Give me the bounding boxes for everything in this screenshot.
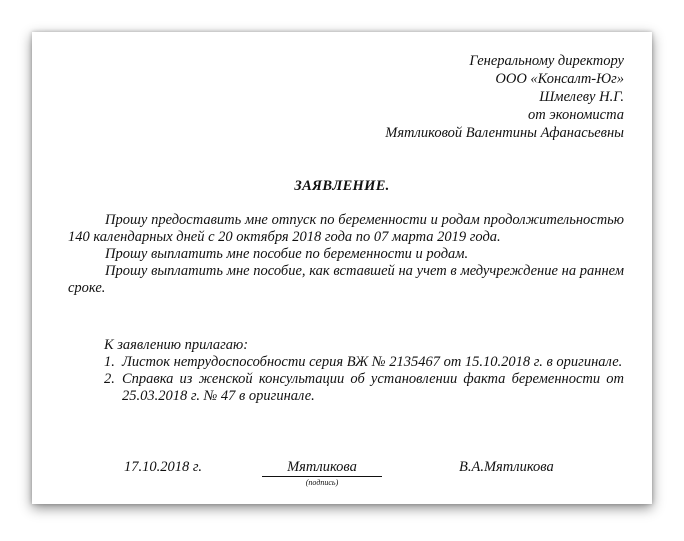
sender-position: от экономиста — [528, 107, 624, 123]
signature-row — [32, 459, 652, 495]
addressee-block — [385, 52, 624, 142]
signature-caption: (подпись) — [305, 478, 339, 487]
paragraph-benefit-request: Прошу выплатить мне пособие по беременности и родам. — [105, 246, 469, 262]
signature-text: Мятликова — [262, 459, 382, 477]
addressee-company: ООО «Консалт-Юг» — [495, 71, 624, 87]
signature-date: 17.10.2018 г. — [124, 459, 202, 475]
enclosure-item-text: Листок нетрудоспособности серия ВЖ № 2135467 от 15.10.2018 г. в оригинале. — [122, 354, 623, 370]
enclosure-item-text: Справка из женской консультации об установлении факта беременности от 25.03.2018 г. № 47 в оригинале. — [122, 371, 624, 404]
signatory-name: В.А.Мятликова — [459, 459, 554, 475]
enclosure-item — [104, 354, 624, 371]
addressee-position: Генеральному директору — [469, 53, 624, 69]
paragraph-early-registration: Прошу выплатить мне пособие, как вставшей на учет в медучреждение на раннем сроке. — [68, 263, 624, 296]
document-page — [32, 32, 652, 504]
enclosure-item — [104, 371, 624, 405]
document-title: ЗАЯВЛЕНИЕ. — [294, 178, 390, 194]
paragraph-leave-request: Прошу предоставить мне отпуск по беременности и родам продолжительностью 140 календарных дней с 20 октября 2018 года по 07 марта 2019 года. — [68, 212, 624, 245]
enclosure-item-number: 2. — [104, 371, 115, 387]
addressee-name: Шмелеву Н.Г. — [539, 89, 624, 105]
sender-name: Мятликовой Валентины Афанасьевны — [385, 125, 624, 141]
signature-block — [262, 459, 382, 488]
enclosure-heading: К заявлению прилагаю: — [104, 337, 249, 353]
enclosure-block — [104, 337, 624, 405]
application-body — [68, 212, 624, 297]
enclosure-item-number: 1. — [104, 354, 115, 370]
